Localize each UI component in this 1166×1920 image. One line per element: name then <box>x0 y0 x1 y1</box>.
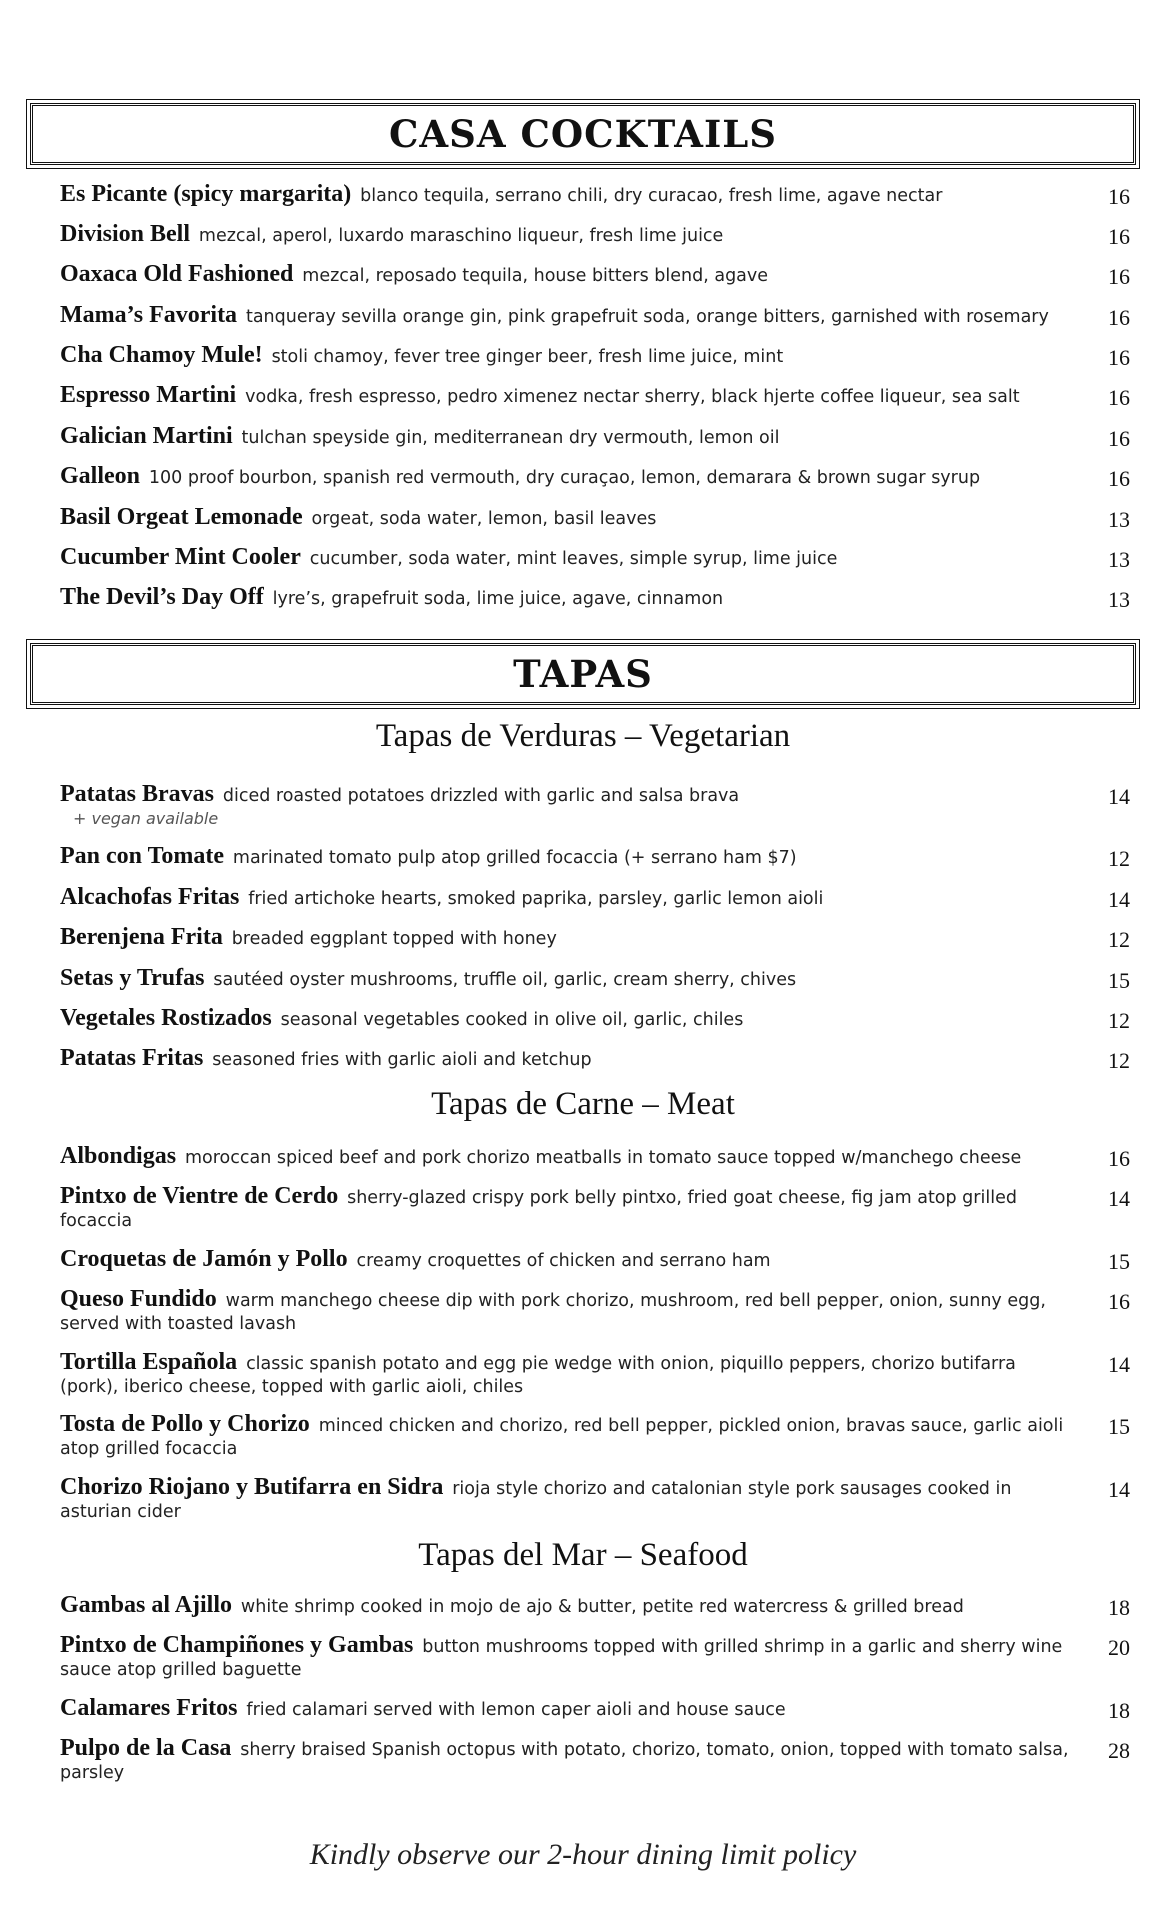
item-description: blanco tequila, serrano chili, dry curacao, fresh lime, agave nectar <box>360 186 943 206</box>
item-name: The Devil’s Day Off <box>60 584 264 610</box>
menu-item <box>60 546 1130 571</box>
item-name: Tortilla Española <box>60 1349 238 1375</box>
item-description: marinated tomato pulp atop grilled focaccia (+ serrano ham $7) <box>232 848 797 868</box>
item-description: tulchan speyside gin, mediterranean dry vermouth, lemon oil <box>241 428 780 448</box>
menu-item <box>60 344 1130 369</box>
menu-item <box>60 586 1130 611</box>
menu-item <box>60 223 1130 248</box>
item-name: Basil Orgeat Lemonade <box>60 504 303 530</box>
menu-item <box>60 967 1130 992</box>
item-name: Espresso Martini <box>60 382 237 408</box>
dining-limit-notice: Kindly observe our 2-hour dining limit policy <box>309 1838 857 1871</box>
menu-item <box>60 1288 1130 1336</box>
menu-item <box>60 783 1130 830</box>
item-price: 12 <box>1108 927 1130 952</box>
item-name: Galleon <box>60 463 141 489</box>
item-name: Pulpo de la Casa <box>60 1735 232 1761</box>
item-price: 14 <box>1108 1477 1130 1502</box>
item-description: moroccan spiced beef and pork chorizo meatballs in tomato sauce topped w/manchego cheese <box>184 1148 1022 1168</box>
item-name: Setas y Trufas <box>60 965 205 991</box>
item-name: Chorizo Riojano y Butifarra en Sidra <box>60 1474 444 1500</box>
item-description: 100 proof bourbon, spanish red vermouth, dry curaçao, lemon, demarara & brown sugar syrup <box>148 468 981 488</box>
item-description: lyre’s, grapefruit soda, lime juice, agave, cinnamon <box>272 589 724 609</box>
item-name: Gambas al Ajillo <box>60 1592 233 1618</box>
item-name: Croquetas de Jamón y Pollo <box>60 1246 348 1272</box>
menu-item <box>60 1634 1130 1682</box>
item-price: 13 <box>1108 507 1130 532</box>
item-name: Es Picante (spicy margarita) <box>60 181 352 207</box>
menu-item <box>60 1737 1130 1785</box>
item-description: mezcal, aperol, luxardo maraschino liqueur, fresh lime juice <box>198 226 724 246</box>
item-price: 15 <box>1108 968 1130 993</box>
item-description: vodka, fresh espresso, pedro ximenez nectar sherry, black hjerte coffee liqueur, sea salt <box>245 387 1020 407</box>
tapas-header-box <box>30 643 1136 705</box>
seafood-subheading: Tapas del Mar – Seafood <box>418 1537 748 1573</box>
item-price: 14 <box>1108 1352 1130 1377</box>
item-description: stoli chamoy, fever tree ginger beer, fresh lime juice, mint <box>271 347 784 367</box>
item-description: mezcal, reposado tequila, house bitters blend, agave <box>302 266 769 286</box>
menu-item <box>60 1697 1130 1722</box>
item-name: Division Bell <box>60 221 191 247</box>
item-description: tanqueray sevilla orange gin, pink grapefruit soda, orange bitters, garnished with rosemary <box>245 307 1049 327</box>
item-name: Calamares Fritos <box>60 1695 238 1721</box>
item-price: 16 <box>1108 264 1130 289</box>
menu-item <box>60 886 1130 911</box>
item-name: Pintxo de Champiñones y Gambas <box>60 1632 414 1658</box>
item-description: sherry braised Spanish octopus with potato, chorizo, tomato, onion, topped with tomato salsa, parsley <box>60 1740 1069 1783</box>
item-price: 13 <box>1108 587 1130 612</box>
menu-item <box>60 1476 1130 1524</box>
item-name: Pan con Tomate <box>60 843 225 869</box>
tapas-section-title: TAPAS <box>513 652 653 696</box>
item-price: 16 <box>1108 466 1130 491</box>
item-description: fried calamari served with lemon caper aioli and house sauce <box>246 1700 786 1720</box>
item-name: Berenjena Frita <box>60 924 223 950</box>
item-price: 16 <box>1108 426 1130 451</box>
item-description: sherry-glazed crispy pork belly pintxo, fried goat cheese, fig jam atop grilled focaccia <box>60 1188 1017 1231</box>
item-price: 16 <box>1108 305 1130 330</box>
item-name: Oaxaca Old Fashioned <box>60 261 294 287</box>
item-price: 16 <box>1108 345 1130 370</box>
item-name: Patatas Bravas <box>60 781 214 807</box>
item-name: Patatas Fritas <box>60 1045 204 1071</box>
item-name: Queso Fundido <box>60 1286 217 1312</box>
item-description: classic spanish potato and egg pie wedge with onion, piquillo peppers, chorizo butifarra (pork), iberico cheese, topped with garlic aioli, chiles <box>60 1354 1016 1397</box>
item-description: white shrimp cooked in mojo de ajo & butter, petite red watercress & grilled bread <box>240 1597 964 1617</box>
item-price: 28 <box>1108 1738 1130 1763</box>
item-description: rioja style chorizo and catalonian style pork sausages cooked in asturian cider <box>60 1479 1012 1522</box>
item-price: 16 <box>1108 1146 1130 1171</box>
item-price: 18 <box>1108 1595 1130 1620</box>
menu-item <box>60 1185 1130 1233</box>
item-price: 14 <box>1108 887 1130 912</box>
item-description: warm manchego cheese dip with pork chorizo, mushroom, red bell pepper, onion, sunny egg, served with toasted lavash <box>60 1291 1046 1334</box>
item-description: minced chicken and chorizo, red bell pepper, pickled onion, bravas sauce, garlic aioli atop grilled focaccia <box>60 1416 1064 1459</box>
item-price: 14 <box>1108 784 1130 809</box>
item-name: Cha Chamoy Mule! <box>60 342 263 368</box>
item-description: creamy croquettes of chicken and serrano ham <box>356 1251 771 1271</box>
item-price: 12 <box>1108 1048 1130 1073</box>
menu-item <box>60 304 1130 329</box>
item-price: 20 <box>1108 1635 1130 1660</box>
meat-subheading: Tapas de Carne – Meat <box>431 1086 735 1122</box>
menu-item <box>60 425 1130 450</box>
item-description: cucumber, soda water, mint leaves, simple syrup, lime juice <box>309 549 838 569</box>
item-name: Galician Martini <box>60 423 233 449</box>
vegetarian-subheading: Tapas de Verduras – Vegetarian <box>375 718 791 754</box>
menu-item <box>60 506 1130 531</box>
item-price: 16 <box>1108 1289 1130 1314</box>
item-name: Vegetales Rostizados <box>60 1005 272 1031</box>
menu-item <box>60 1007 1130 1032</box>
item-note: + vegan available <box>73 809 219 828</box>
item-price: 15 <box>1108 1249 1130 1274</box>
item-description: seasonal vegetables cooked in olive oil, garlic, chiles <box>280 1010 744 1030</box>
menu-item <box>60 845 1130 870</box>
item-description: orgeat, soda water, lemon, basil leaves <box>311 509 657 529</box>
item-name: Mama’s Favorita <box>60 302 238 328</box>
menu-item <box>60 1145 1130 1170</box>
menu-item <box>60 1351 1130 1399</box>
item-price: 15 <box>1108 1414 1130 1439</box>
item-name: Alcachofas Fritas <box>60 884 240 910</box>
menu-item <box>60 926 1130 951</box>
item-name: Tosta de Pollo y Chorizo <box>60 1411 310 1437</box>
menu-item <box>60 1047 1130 1072</box>
item-price: 14 <box>1108 1186 1130 1211</box>
item-description: button mushrooms topped with grilled shrimp in a garlic and sherry wine sauce atop grilled baguette <box>60 1637 1063 1680</box>
item-description: breaded eggplant topped with honey <box>231 929 557 949</box>
item-name: Albondigas <box>60 1143 177 1169</box>
item-price: 12 <box>1108 1008 1130 1033</box>
item-price: 13 <box>1108 547 1130 572</box>
menu-item <box>60 1413 1130 1461</box>
cocktails-section-title: CASA COCKTAILS <box>388 112 777 156</box>
item-description: fried artichoke hearts, smoked paprika, parsley, garlic lemon aioli <box>248 889 824 909</box>
menu-item <box>60 1594 1130 1619</box>
menu-item <box>60 384 1130 409</box>
item-price: 12 <box>1108 846 1130 871</box>
item-price: 18 <box>1108 1698 1130 1723</box>
menu-item <box>60 1248 1130 1273</box>
menu-item <box>60 465 1130 490</box>
cocktails-header-box <box>30 103 1136 165</box>
item-description: seasoned fries with garlic aioli and ketchup <box>212 1050 592 1070</box>
item-name: Pintxo de Vientre de Cerdo <box>60 1183 339 1209</box>
item-description: diced roasted potatoes drizzled with garlic and salsa brava <box>222 786 740 806</box>
item-price: 16 <box>1108 385 1130 410</box>
item-name: Cucumber Mint Cooler <box>60 544 301 570</box>
menu-item <box>60 183 1130 208</box>
item-description: sautéed oyster mushrooms, truffle oil, garlic, cream sherry, chives <box>213 970 797 990</box>
item-price: 16 <box>1108 184 1130 209</box>
item-price: 16 <box>1108 224 1130 249</box>
menu-item <box>60 263 1130 288</box>
